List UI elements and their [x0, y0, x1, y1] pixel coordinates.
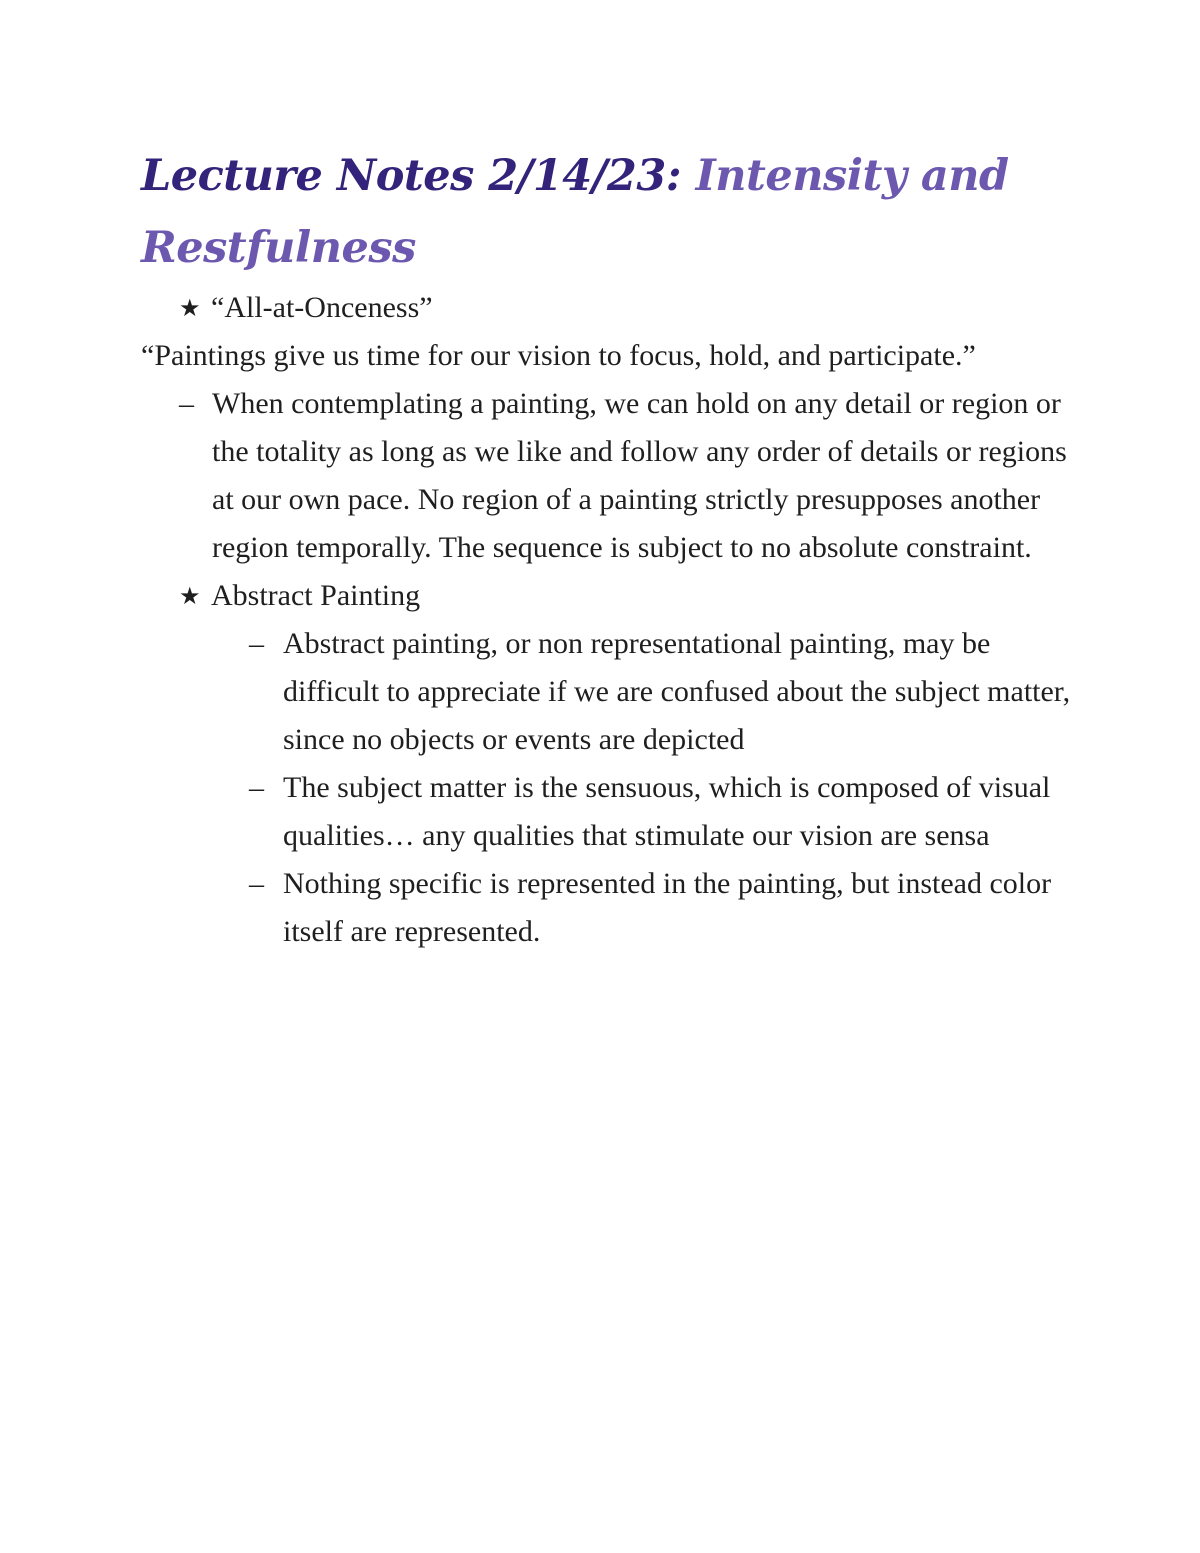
page-title	[141, 140, 1071, 284]
list-item	[141, 380, 1071, 572]
section-heading-text: Abstract Painting	[211, 579, 421, 612]
title-topic-part: Intensity and Restfulness	[141, 151, 1009, 273]
document-content	[141, 140, 1071, 956]
list-item	[141, 860, 1071, 956]
section-heading-text: “All-at-Onceness”	[211, 291, 433, 324]
list-item	[141, 620, 1071, 764]
dash-bullet-icon: –	[249, 627, 264, 660]
section-heading-abstract-painting	[141, 572, 1071, 620]
dash-bullet-icon: –	[179, 387, 194, 420]
title-date-part: Lecture Notes 2/14/23:	[141, 151, 696, 201]
star-bullet-icon: ★	[179, 582, 201, 610]
dash-bullet-icon: –	[249, 771, 264, 804]
dash-bullet-icon: –	[249, 867, 264, 900]
section-1-list	[141, 380, 1071, 572]
quote-paragraph: “Paintings give us time for our vision to focus, hold, and participate.”	[141, 339, 976, 372]
section-heading-all-at-onceness	[141, 284, 1071, 332]
list-item-text: When contemplating a painting, we can hold on any detail or region or the totality as long as we like and follow any order of details or regions at our own pace. No region of a painting strictly presupposes another region temporally. The sequence is subject to no absolute constraint.	[212, 387, 1067, 564]
list-item-text: Abstract painting, or non representational painting, may be difficult to appreciate if we are confused about the subject matter, since no objects or events are depicted	[283, 627, 1071, 756]
list-item-text: Nothing specific is represented in the painting, but instead color itself are represented.	[283, 867, 1052, 948]
section-2-list	[141, 620, 1071, 956]
list-item-text: The subject matter is the sensuous, which is composed of visual qualities… any qualities that stimulate our vision are sensa	[283, 771, 1051, 852]
star-bullet-icon: ★	[179, 294, 201, 322]
list-item	[141, 764, 1071, 860]
